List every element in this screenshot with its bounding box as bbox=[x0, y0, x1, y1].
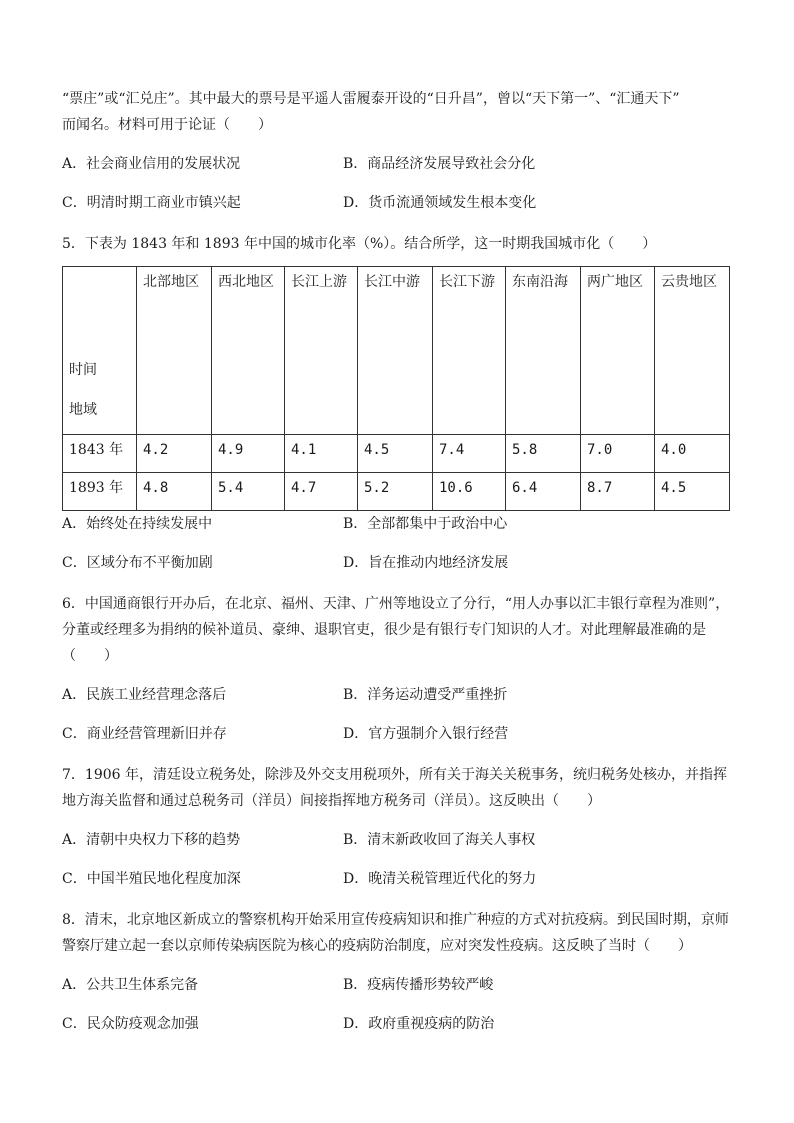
q8-option-d[interactable]: D．政府重视疫病的防治 bbox=[343, 1016, 495, 1032]
q6-option-b[interactable]: B．洋务运动遭受严重挫折 bbox=[343, 687, 508, 703]
corner-label-region: 地域 bbox=[69, 402, 97, 418]
q8-stem-line2: 警察厅建立起一套以京师传染病医院为核心的疫病防治制度，应对突发性疫病。这反映了当时（ ） bbox=[62, 938, 692, 954]
table-header-row bbox=[63, 267, 730, 435]
header-middle-yangtze: 长江中游 bbox=[358, 267, 433, 435]
table-cell: 4.1 bbox=[285, 435, 358, 473]
q4-stem bbox=[62, 86, 734, 138]
q7-options-row1 bbox=[62, 827, 734, 853]
table-cell: 4.8 bbox=[137, 473, 212, 511]
q7-stem bbox=[62, 762, 734, 814]
header-north: 北部地区 bbox=[137, 267, 212, 435]
q4-option-c[interactable]: C．明清时期工商业市镇兴起 bbox=[62, 195, 241, 211]
table-cell: 5.2 bbox=[358, 473, 433, 511]
urbanization-table bbox=[62, 266, 730, 511]
corner-label-time: 时间 bbox=[69, 362, 97, 378]
q4-stem-line2: 而闻名。材料可用于论证（ ） bbox=[62, 117, 272, 133]
table-cell: 4.0 bbox=[655, 435, 730, 473]
q6-stem-line2: 分董或经理多为捐纳的候补道员、豪绅、退职官吏，很少是有银行专门知识的人才。对此理解最准确的是 bbox=[62, 622, 706, 638]
row-label-1843: 1843 年 bbox=[63, 435, 137, 473]
q6-stem-line3: （ ） bbox=[62, 648, 118, 664]
q5-option-a[interactable]: A．始终处在持续发展中 bbox=[62, 516, 213, 532]
header-yungui: 云贵地区 bbox=[655, 267, 730, 435]
q5-option-b[interactable]: B．全部都集中于政治中心 bbox=[343, 516, 508, 532]
q7-stem-line1: 7．1906 年，清廷设立税务处，除涉及外交支用税项外，所有关于海关关税事务，统归税务处核办，并指挥 bbox=[62, 767, 727, 783]
q6-options-row1 bbox=[62, 682, 734, 708]
q8-option-b[interactable]: B．疫病传播形势较严峻 bbox=[343, 977, 494, 993]
q4-stem-line1: “票庄”或“汇兑庄”。其中最大的票号是平遥人雷履泰开设的“日升昌”，曾以“天下第一”、“汇通天下” bbox=[62, 91, 680, 107]
header-southeast-coast: 东南沿海 bbox=[506, 267, 581, 435]
q6-option-d[interactable]: D．官方强制介入银行经营 bbox=[343, 726, 509, 742]
q5-option-d[interactable]: D．旨在推动内地经济发展 bbox=[343, 555, 509, 571]
q5-option-c[interactable]: C．区域分布不平衡加剧 bbox=[62, 555, 213, 571]
q6-option-a[interactable]: A．民族工业经营理念落后 bbox=[62, 687, 227, 703]
q7-options-row2 bbox=[62, 866, 734, 892]
q5-stem: 5．下表为 1843 年和 1893 年中国的城市化率（%）。结合所学，这一时期我国城市化（ ） bbox=[62, 236, 657, 252]
header-northwest: 西北地区 bbox=[212, 267, 285, 435]
header-upper-yangtze: 长江上游 bbox=[285, 267, 358, 435]
q7-option-a[interactable]: A．清朝中央权力下移的趋势 bbox=[62, 832, 241, 848]
q8-options-row2 bbox=[62, 1011, 734, 1037]
exam-page bbox=[62, 86, 734, 1037]
table-cell: 4.9 bbox=[212, 435, 285, 473]
q8-option-a[interactable]: A．公共卫生体系完备 bbox=[62, 977, 199, 993]
table-cell: 5.4 bbox=[212, 473, 285, 511]
q5-options-row2 bbox=[62, 550, 734, 576]
table-cell: 4.2 bbox=[137, 435, 212, 473]
table-row bbox=[63, 473, 730, 511]
table-cell: 4.5 bbox=[358, 435, 433, 473]
q4-option-b[interactable]: B．商品经济发展导致社会分化 bbox=[343, 156, 536, 172]
q8-option-c[interactable]: C．民众防疫观念加强 bbox=[62, 1016, 199, 1032]
table-cell: 4.5 bbox=[655, 473, 730, 511]
table-cell: 7.4 bbox=[433, 435, 506, 473]
q8-stem bbox=[62, 907, 734, 959]
table-cell: 10.6 bbox=[433, 473, 506, 511]
q6-options-row2 bbox=[62, 721, 734, 747]
q5-options-row1 bbox=[62, 511, 734, 537]
table-row bbox=[63, 435, 730, 473]
q7-option-b[interactable]: B．清末新政收回了海关人事权 bbox=[343, 832, 536, 848]
q4-options-row1 bbox=[62, 151, 734, 177]
header-lower-yangtze: 长江下游 bbox=[433, 267, 506, 435]
q8-stem-line1: 8．清末，北京地区新成立的警察机构开始采用宣传疫病知识和推广种痘的方式对抗疫病。到民国时期，京师 bbox=[62, 912, 729, 928]
q7-stem-line2: 地方海关监督和通过总税务司（洋员）间接指挥地方税务司（洋员）。这反映出（ ） bbox=[62, 793, 601, 809]
q8-options-row1 bbox=[62, 972, 734, 998]
table-cell: 5.8 bbox=[506, 435, 581, 473]
header-liangguang: 两广地区 bbox=[581, 267, 655, 435]
table-cell: 8.7 bbox=[581, 473, 655, 511]
q4-option-d[interactable]: D．货币流通领域发生根本变化 bbox=[343, 195, 537, 211]
table-cell: 6.4 bbox=[506, 473, 581, 511]
q4-option-a[interactable]: A．社会商业信用的发展状况 bbox=[62, 156, 241, 172]
row-label-1893: 1893 年 bbox=[63, 473, 137, 511]
q6-option-c[interactable]: C．商业经营管理新旧并存 bbox=[62, 726, 227, 742]
table-corner-cell bbox=[63, 267, 137, 435]
q7-option-c[interactable]: C．中国半殖民地化程度加深 bbox=[62, 871, 241, 887]
table-cell: 7.0 bbox=[581, 435, 655, 473]
q6-stem bbox=[62, 591, 734, 669]
q7-option-d[interactable]: D．晚清关税管理近代化的努力 bbox=[343, 871, 537, 887]
q6-stem-line1: 6．中国通商银行开办后，在北京、福州、天津、广州等地设立了分行，“用人办事以汇丰银行章程为准则”， bbox=[62, 596, 730, 612]
table-cell: 4.7 bbox=[285, 473, 358, 511]
q4-options-row2 bbox=[62, 190, 734, 216]
